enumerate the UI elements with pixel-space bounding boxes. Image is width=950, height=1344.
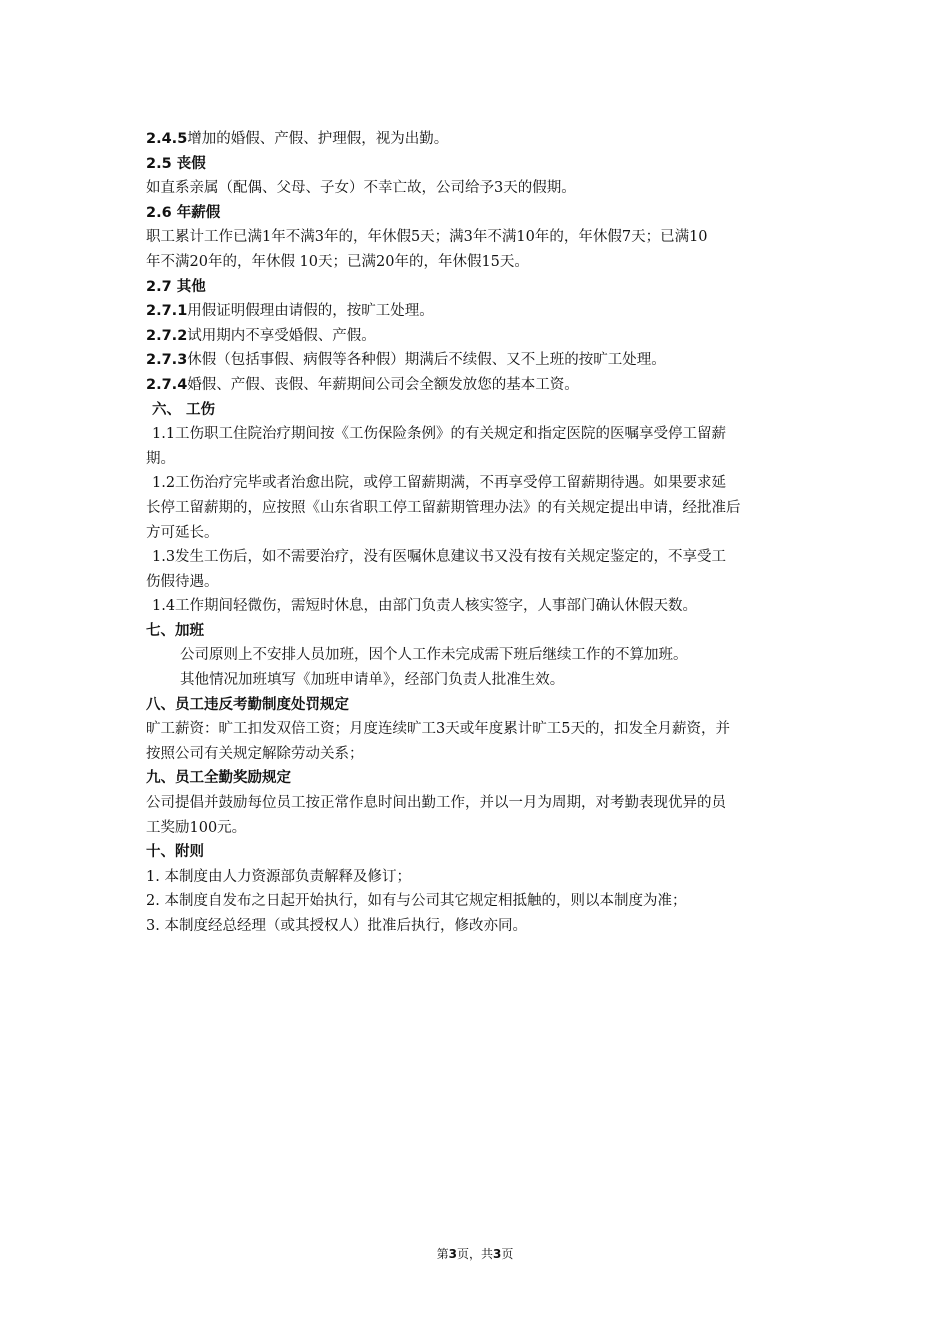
document-body: [146, 127, 810, 939]
heading-section-7: 七、加班: [146, 622, 204, 639]
clause-2-7-3: 2.7.3休假（包括事假、病假等各种假）期满后不续假、又不上班的按旷工处理。: [146, 352, 666, 369]
heading-2-6: 2.6 年薪假: [146, 204, 221, 221]
clause-1-1-line2: 期。: [146, 450, 175, 467]
paragraph-9-line1: 公司提倡并鼓励每位员工按正常作息时间出勤工作，并以一月为周期，对考勤表现优异的员: [146, 795, 726, 812]
clause-1-2-line1: 1.2工伤治疗完毕或者治愈出院，或停工留薪期满，不再享受停工留薪期待遇。如果要求延: [152, 475, 727, 492]
heading-2-5: 2.5 丧假: [146, 155, 206, 172]
paragraph-9-line2: 工奖励100元。: [146, 819, 247, 836]
clause-2-4-5: 2.4.5增加的婚假、产假、护理假，视为出勤。: [146, 131, 449, 147]
paragraph-7-line2: 其他情况加班填写《加班申请单》，经部门负责人批准生效。: [180, 672, 565, 689]
paragraph-8-line1: 旷工薪资：旷工扣发双倍工资；月度连续旷工3天或年度累计旷工5天的，扣发全月薪资，并: [146, 721, 730, 738]
heading-section-6: 六、 工伤: [152, 401, 216, 418]
heading-section-9: 九、员工全勤奖励规定: [146, 770, 291, 787]
paragraph-2-6-line2: 年不满20年的，年休假 10天；已满20年的，年休假15天。: [146, 253, 529, 270]
heading-2-7: 2.7 其他: [146, 278, 206, 295]
page-footer: 第3页，共3页: [436, 1247, 514, 1261]
clause-1-4: 1.4工作期间轻微伤，需短时休息，由部门负责人核实签字，人事部门确认休假天数。: [152, 598, 698, 615]
current-page-number: 3: [448, 1247, 457, 1261]
heading-section-8: 八、员工违反考勤制度处罚规定: [146, 696, 349, 713]
clause-1-3-line2: 伤假待遇。: [146, 573, 219, 590]
appendix-item-2: 2. 本制度自发布之日起开始执行，如有与公司其它规定相抵触的，则以本制度为准；: [146, 893, 687, 910]
clause-1-3-line1: 1.3发生工伤后，如不需要治疗，没有医嘱休息建议书又没有按有关规定鉴定的，不享受工: [152, 549, 727, 566]
paragraph-2-6-line1: 职工累计工作已满1年不满3年的，年休假5天；满3年不满10年的，年休假7天；已满10: [146, 229, 708, 246]
appendix-item-3: 3. 本制度经总经理（或其授权人）批准后执行，修改亦同。: [146, 918, 527, 934]
clause-1-2-line3: 方可延长。: [146, 524, 219, 541]
appendix-item-1: 1. 本制度由人力资源部负责解释及修订；: [146, 868, 411, 885]
clause-2-7-1: 2.7.1用假证明假理由请假的，按旷工处理。: [146, 303, 434, 320]
heading-section-10: 十、附则: [146, 844, 204, 861]
clause-2-7-4: 2.7.4婚假、产假、丧假、年薪期间公司会全额发放您的基本工资。: [146, 376, 579, 393]
paragraph-2-5: 如直系亲属（配偶、父母、子女）不幸亡故，公司给予3天的假期。: [146, 180, 576, 197]
paragraph-7-line1: 公司原则上不安排人员加班，因个人工作未完成需下班后继续工作的不算加班。: [180, 647, 688, 664]
clause-1-1-line1: 1.1工伤职工住院治疗期间按《工伤保险条例》的有关规定和指定医院的医嘱享受停工留薪: [152, 426, 727, 443]
clause-2-7-2: 2.7.2试用期内不享受婚假、产假。: [146, 327, 376, 344]
clause-1-2-line2: 长停工留薪期的，应按照《山东省职工停工留薪期管理办法》的有关规定提出申请，经批准后: [146, 499, 741, 516]
total-page-number: 3: [493, 1247, 502, 1261]
paragraph-8-line2: 按照公司有关规定解除劳动关系；: [146, 745, 364, 762]
